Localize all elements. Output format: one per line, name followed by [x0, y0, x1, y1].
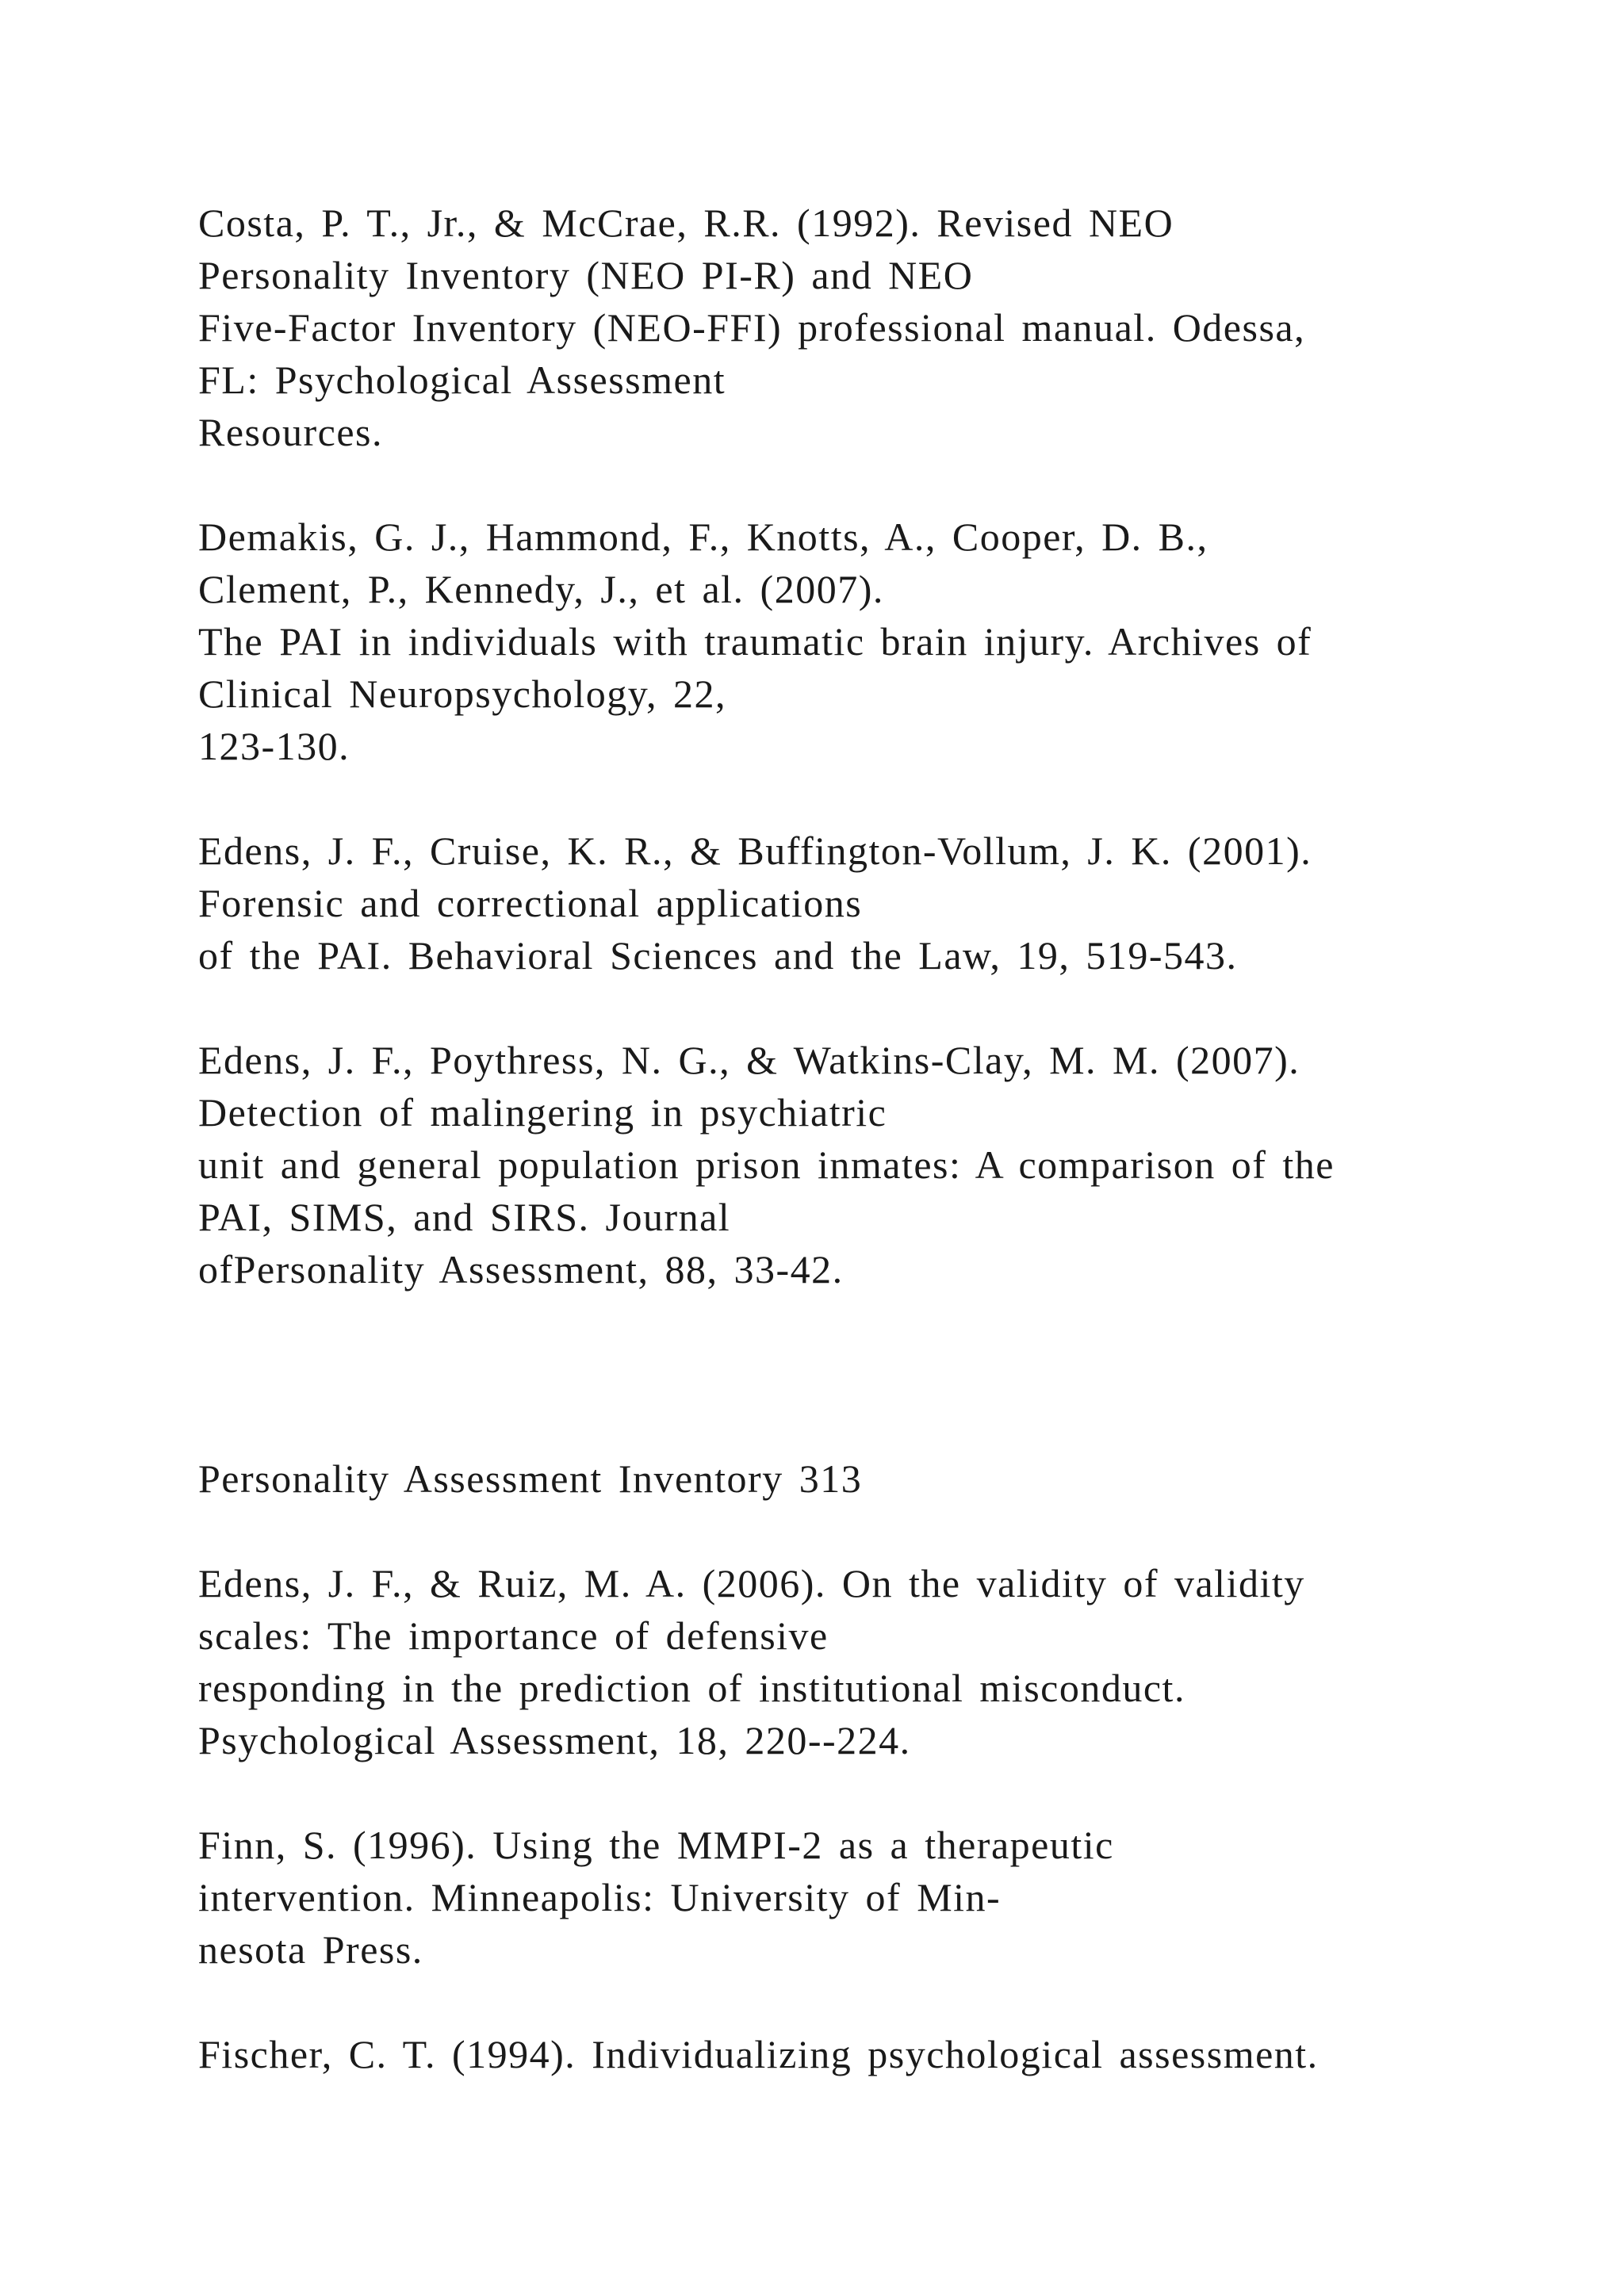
reference-line: of the PAI. Behavioral Sciences and the Law, 19, 519-543.	[198, 933, 1238, 978]
reference-entry	[198, 2028, 1546, 2080]
reference-line: Five-Factor Inventory (NEO-FFI) professional manual. Odessa,	[198, 305, 1306, 350]
reference-line: Psychological Assessment, 18, 220--224.	[198, 1718, 911, 1762]
paragraph-gap	[198, 1766, 1546, 1819]
reference-line: Detection of malingering in psychiatric	[198, 1090, 887, 1135]
reference-line: intervention. Minneapolis: University of Min-	[198, 1875, 1002, 1919]
reference-entry	[198, 197, 1546, 458]
paragraph-gap	[198, 1976, 1546, 2028]
reference-line: nesota Press.	[198, 1927, 423, 1972]
reference-line: Demakis, G. J., Hammond, F., Knotts, A., Cooper, D. B.,	[198, 515, 1208, 559]
paragraph-gap	[198, 982, 1546, 1034]
reference-line: Finn, S. (1996). Using the MMPI-2 as a therapeutic	[198, 1823, 1114, 1867]
reference-line: Costa, P. T., Jr., & McCrae, R.R. (1992). Revised NEO	[198, 201, 1174, 245]
paragraph-gap	[198, 772, 1546, 825]
reference-line: unit and general population prison inmates: A comparison of the	[198, 1142, 1335, 1187]
reference-entry	[198, 1557, 1546, 1766]
reference-line: Fischer, C. T. (1994). Individualizing psychological assessment.	[198, 2032, 1319, 2076]
paragraph-gap	[198, 458, 1546, 511]
paragraph-gap	[198, 1505, 1546, 1557]
page-break-gap	[198, 1295, 1546, 1452]
reference-line: PAI, SIMS, and SIRS. Journal	[198, 1195, 731, 1239]
reference-entry	[198, 511, 1546, 772]
reference-line: responding in the prediction of institutional misconduct.	[198, 1666, 1185, 1710]
running-header: Personality Assessment Inventory 313	[198, 1456, 863, 1501]
reference-line: Personality Inventory (NEO PI-R) and NEO	[198, 253, 974, 297]
reference-entry	[198, 825, 1546, 982]
reference-entry	[198, 1034, 1546, 1295]
document-page	[198, 197, 1546, 2080]
reference-line: FL: Psychological Assessment	[198, 358, 726, 402]
reference-line: ofPersonality Assessment, 88, 33-42.	[198, 1247, 844, 1292]
reference-line: Edens, J. F., Cruise, K. R., & Buffington-Vollum, J. K. (2001).	[198, 828, 1312, 873]
reference-line: 123-130.	[198, 724, 350, 768]
reference-line: Edens, J. F., Poythress, N. G., & Watkins-Clay, M. M. (2007).	[198, 1038, 1300, 1082]
reference-line: The PAI in individuals with traumatic brain injury. Archives of	[198, 619, 1312, 664]
reference-line: Resources.	[198, 410, 383, 454]
reference-line: Clinical Neuropsychology, 22,	[198, 672, 727, 716]
reference-line: Edens, J. F., & Ruiz, M. A. (2006). On the validity of validity	[198, 1561, 1305, 1605]
reference-line: Clement, P., Kennedy, J., et al. (2007).	[198, 567, 884, 611]
reference-line: scales: The importance of defensive	[198, 1613, 829, 1658]
reference-line: Forensic and correctional applications	[198, 881, 863, 925]
reference-entry	[198, 1819, 1546, 1976]
